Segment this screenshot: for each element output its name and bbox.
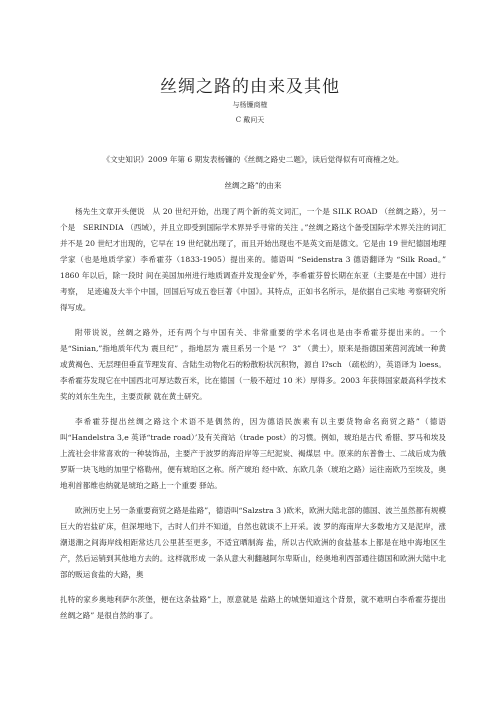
section-heading: 丝绸之路”的由来	[224, 181, 282, 190]
paragraph-3: 李希霍芬提出丝绸之路这个术语不是偶然的，因为德语民族素有以主要货物命名商贸之路”（德语叫“Handelstra 3,e 英译“trade road）’及有关商站（trade post）的习惯。例如，琥珀是古代 希腊、罗马和埃及上流社会非常喜欢的一种装饰品，主要产于波罗的海沿岸等三纪泥炭、褐煤层 中。原来的东普鲁士、二战后成为俄罗斯一块飞地的加里宁格勒州，便有琥珀区之称。所产琥珀 经中欧、东欧几条（琥珀之路）运往南欧乃至埃及，奥地利首都维也纳就是琥珀之路上一个重要 驿站。	[60, 417, 446, 490]
intro-paragraph: 《文史知识》2009 年第 6 期发表杨镰的《丝绸之路史二题》，读后觉得似有可商榷之处。	[102, 155, 404, 164]
paragraph-1: 杨先生文章开头便说 从 20 世纪开始，出现了两个新的英文词汇，一个是 SILK ROAD （丝绸之路），另一个是 SERINDIA （西域），并且立即受到国际学术界异乎寻常的关注 。”丝绸之路这个备受国际学术界关注的词汇并不是 20 世纪才出现的，它早在 19 世纪就出现了，而且开始出现也不是英文而是德文。它是由 19 世纪德国地理学家（也是地质学家）李希霍芬（1833-1905）提出来的。德语叫 “Seidenstra 3 德语翻译为 “Silk Road。” 1860 年以后，除一段时 间在美国加州进行地质调查并发现金矿外，李希霍芬曾长期在东亚（主要是在中国）进行考察， 足迹遍及大半个中国，回国后写成五卷巨著《中国》。其特点，正如书名所示，是依据自己实地 考察研究所得写成。	[60, 207, 446, 312]
paragraph-5: 扎特的家乡奥地利萨尔茨堡，便在这条盐路”上，原意就是 盐路上的城堡知道这个背景，就不难明白李希霍芬提出 丝绸之路” 是很自然的事了。	[60, 595, 446, 620]
paragraph-4: 欧洲历史上另一条重要商贸之路是盐路”，德语叫“Salzstra 3 )欧米，欧洲大陆北部的德国、波兰虽然都有规模巨大的岩盐矿床，但深埋地下，古时人们并不知道，自然也就谈不上开采。波 罗的海南岸大多数地方又是泥岸，涨潮退潮之间海岸线相距常达几公里甚至更多，不适宜晒制海 盐，所以古代欧洲的食盐基本上都是在地中海地区生产，然后运销到其他地方去的。这样就形成 一条从意大利翻越阿尔卑斯山，经奥地利西部通往德国和欧洲大陆中北部的贩运食盐的大路，奥	[60, 506, 446, 579]
paragraph-2: 附带说说，丝绸之路外，还有两个与中国有关、非常重要的学术名词也是由李希霍芬提出来的。一个是“Sinian,”指地质年代为 震旦纪” ，指地层为 震旦系另一个是 “？ 3” （黄土），原来是指德国莱茵河流域一种黄或黄褐色、无层理但垂直节理发育、含陆生动物化石的粉散粉状沉积物，源自 I?sch （疏松的），英语译为 loess。李希霍芬发现它在中国西北可厚达数百米，比在德国（一般不超过 10 米）厚得多。2003 年获得国家最高科学技术奖的刘东生先生，主要贡献 就在黄土研究。	[60, 328, 446, 401]
document-subtitle: 与杨镰商榷	[232, 101, 268, 109]
author-byline: C 戴问天	[235, 116, 265, 124]
document-body	[60, 152, 446, 633]
document-title: 丝绸之路的由来及其他	[160, 77, 340, 97]
